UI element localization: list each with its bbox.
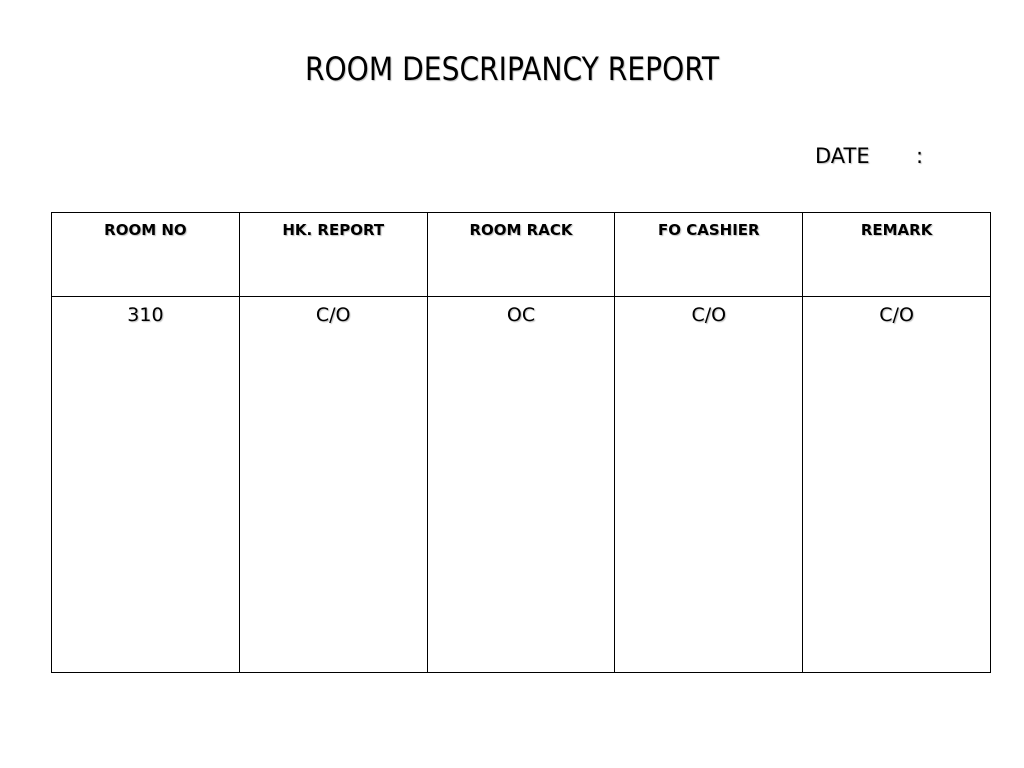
cell-remark: C/O bbox=[803, 297, 991, 673]
report-title: ROOM DESCRIPANCY REPORT bbox=[304, 50, 720, 88]
header-room-no: ROOM NO bbox=[52, 213, 240, 297]
table-body bbox=[52, 297, 991, 673]
date-label: DATE bbox=[815, 144, 870, 168]
header-room-rack: ROOM RACK bbox=[427, 213, 615, 297]
cell-hk-report: C/O bbox=[239, 297, 427, 673]
header-remark: REMARK bbox=[803, 213, 991, 297]
table-row bbox=[52, 297, 991, 673]
cell-room-no: 310 bbox=[52, 297, 240, 673]
discrepancy-table bbox=[51, 212, 991, 673]
cell-fo-cashier: C/O bbox=[615, 297, 803, 673]
table-header bbox=[52, 213, 991, 297]
cell-room-rack: OC bbox=[427, 297, 615, 673]
header-hk-report: HK. REPORT bbox=[239, 213, 427, 297]
header-row bbox=[52, 213, 991, 297]
date-separator: : bbox=[916, 144, 924, 168]
header-fo-cashier: FO CASHIER bbox=[615, 213, 803, 297]
